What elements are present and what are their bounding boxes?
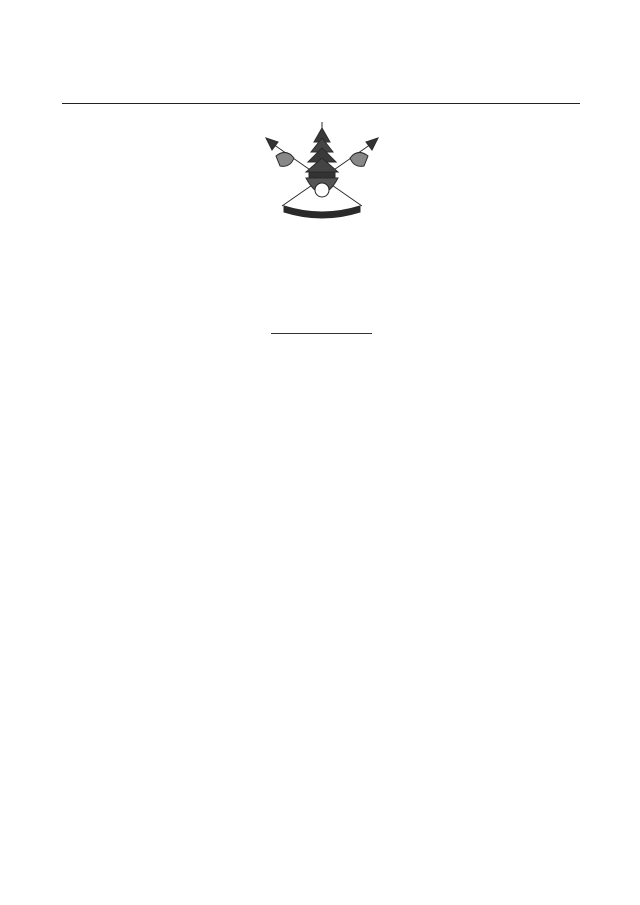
title-divider — [271, 333, 372, 334]
list-item — [60, 531, 580, 555]
royal-emblem-icon — [262, 122, 382, 220]
recipient-list — [60, 484, 580, 719]
list-item — [60, 484, 580, 508]
header-divider — [62, 103, 580, 104]
list-item — [60, 672, 580, 696]
list-item — [60, 578, 580, 602]
list-item — [60, 625, 580, 649]
list-item — [60, 508, 580, 532]
list-item — [60, 602, 580, 626]
list-item — [60, 696, 580, 720]
list-item — [60, 649, 580, 673]
gazette-header — [62, 84, 580, 102]
publication-date — [553, 84, 580, 99]
volume-info — [62, 84, 127, 99]
list-item — [60, 555, 580, 579]
preamble-paragraph — [60, 413, 580, 437]
